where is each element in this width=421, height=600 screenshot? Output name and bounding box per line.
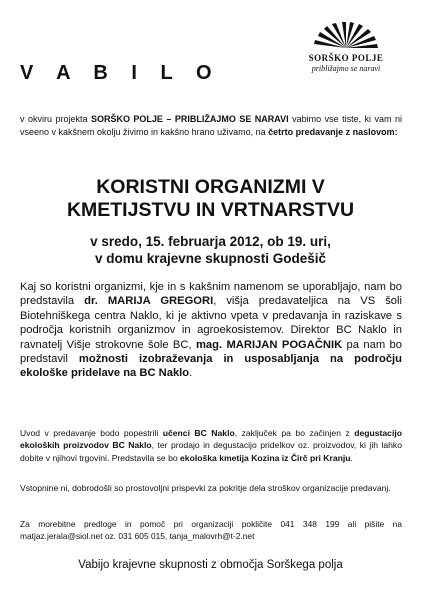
lecture-title — [10, 176, 411, 222]
intro-text: v okviru projekta — [20, 114, 91, 124]
program-bold: ekološka kmetija Kozina iz Čirč pri Kranju — [180, 452, 351, 463]
admission-paragraph: Vstopnine ni, dobrodošli so prostovoljni prispevki za pokritje dela stroškov organizacije predavanj. — [20, 483, 391, 493]
event-location: v domu krajevne skupnosti Godešič — [94, 250, 327, 266]
invitation-heading: V A B I L O — [20, 62, 221, 84]
desc-text: , višja predavateljica na VS šoli Biotehniškega centra Naklo, ki je aktivno vpeta v predavanja in raziskave s področja koristnih organizmov in agroekosistemov. Direktor BC Naklo in ravnatelj Višje strokovne šole BC, — [20, 295, 403, 351]
footer-text: Vabijo krajevne skupnosti z območja Sorškega polja — [78, 559, 343, 571]
intro-bold: četrto predavanje z naslovom: — [268, 126, 398, 137]
program-text: , ter prodajo in degustacijo pridelkov oz. proizvodov, ki jih lahko dobite v njihovi trgovini. Predstavila se bo — [20, 440, 403, 463]
desc-text: Kaj so koristni organizmi, kje in s kakšnim namenom se uporabljajo, nam bo predstavila — [20, 281, 402, 308]
desc-text: pa nam bo predstavil — [20, 338, 402, 366]
lecture-title-line: KORISTNI ORGANIZMI V — [96, 176, 325, 198]
logo — [291, 22, 401, 73]
program-text: . — [350, 452, 353, 463]
intro-paragraph — [20, 113, 402, 138]
program-paragraph — [20, 427, 402, 464]
program-bold: degustacijo ekoloških proizvodov BC Naklo — [20, 428, 402, 451]
project-name: SORŠKO POLJE – PRIBLIŽAJMO SE NARAVI — [90, 114, 289, 124]
desc-bold: možnosti izobraževanja in usposabljanja na področju ekološke pridelave na BC Naklo — [20, 353, 402, 380]
description-paragraph — [20, 280, 402, 381]
sun-rays-logo-icon — [310, 22, 382, 50]
event-date: v sredo, 15. februarja 2012, ob 19. uri, — [90, 234, 331, 249]
desc-text: . — [189, 367, 193, 380]
program-text: , zaključek pa bo začinjen z — [234, 428, 355, 438]
lecture-title-line: KMETIJSTVU IN VRTNARSTVU — [66, 199, 355, 221]
contact-paragraph: Za morebitne predloge in pomoč pri organizaciji pokličite 041 348 199 ali pišite na matjaz.jerala@siol.net oz. 031 605 015, tanja_malovrh@t-2.net — [20, 519, 402, 542]
program-bold: učenci BC Naklo — [162, 428, 235, 438]
program-text: Uvod v predavanje bodo popestrili — [20, 428, 163, 438]
speaker-name: dr. MARIJA GREGORI — [84, 295, 214, 308]
event-when-where — [10, 234, 411, 267]
logo-tagline: približajmo se naravi — [311, 64, 381, 73]
speaker-name: mag. MARIJAN POGAČNIK — [195, 338, 343, 351]
intro-text: vabimo vse tiste, ki vam ni vseeno v kakšnem okolju živimo in kakšno hrano uživamo, na — [20, 114, 402, 137]
logo-name: SORŠKO POLJE — [308, 53, 384, 63]
